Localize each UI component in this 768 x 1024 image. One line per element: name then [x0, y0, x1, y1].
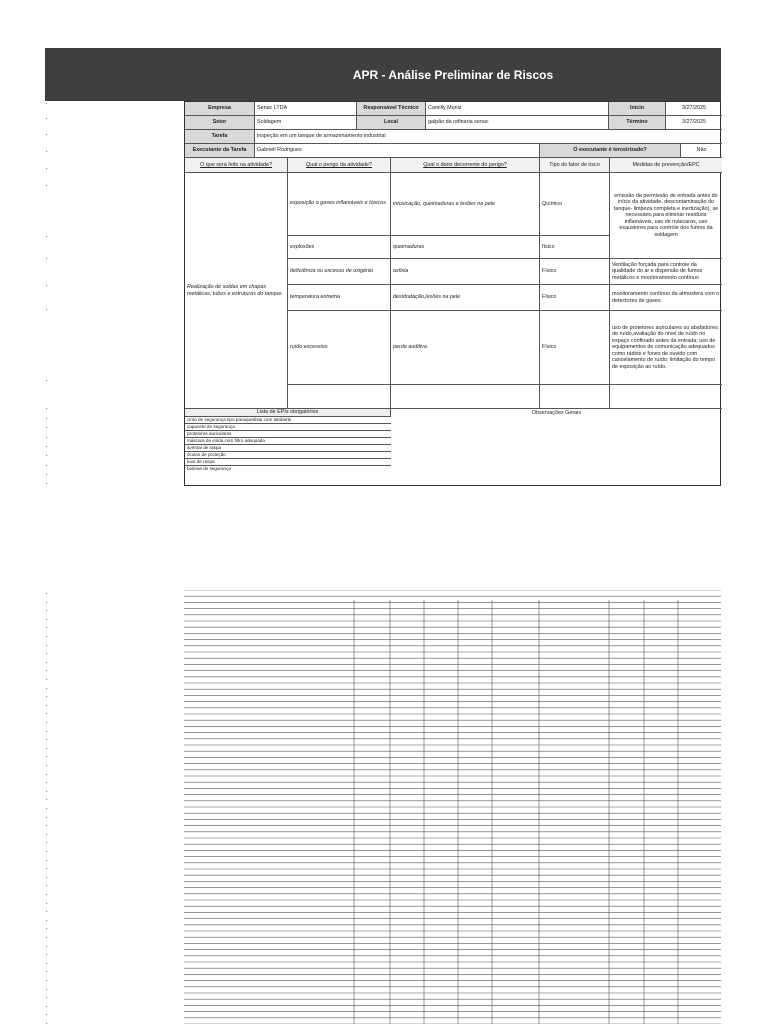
margin-mark [46, 446, 47, 447]
dano-cell: asfixia [391, 259, 540, 285]
responsavel-label: Responsável Técnico [357, 102, 426, 116]
dano-cell: desidratação,lesões na pele [391, 285, 540, 311]
epis-list [185, 417, 391, 486]
tipo-cell: Químico [540, 173, 610, 236]
observacoes-box [391, 409, 722, 486]
margin-mark [46, 954, 47, 955]
tipo-cell: Físico [540, 285, 610, 311]
local-label: Local [357, 116, 426, 130]
epis-header: Lista de EPIs obrigatórios [185, 409, 391, 417]
dano-cell: perda auditiva [391, 311, 540, 385]
margin-mark [46, 418, 47, 419]
empty-ruled-grid [184, 590, 721, 1024]
responsavel-value: Camilly Muniz [426, 102, 609, 116]
margin-mark [46, 168, 47, 169]
empty-cell [288, 385, 391, 409]
margin-mark [46, 799, 47, 800]
terceirizado-label: O executante é terceirizado? [540, 144, 681, 158]
margin-mark [46, 636, 47, 637]
margin-mark [46, 765, 47, 766]
observacoes-label: Observações Gerais [531, 410, 582, 416]
perigo-cell: exposição a gases inflamáveis e tóxicos [288, 173, 391, 236]
margin-mark [46, 851, 47, 852]
margin-mark [46, 1014, 47, 1015]
medidas-cell: Ventilação forçada para controle da qualidade do ar e dispersão de fumos metálicos e monitoramento contínuo [610, 259, 722, 285]
margin-mark [46, 610, 47, 611]
margin-mark [46, 808, 47, 809]
empty-cell [610, 385, 722, 409]
perigo-cell: ruído excessivo [288, 311, 391, 385]
epi-item: botinas de segurança [187, 466, 231, 471]
epi-item: cinto de segurança tipo paraquedista com talabarte [185, 417, 391, 424]
margin-mark [46, 483, 47, 484]
row-margin-marks [46, 0, 50, 1024]
margin-mark [46, 465, 47, 466]
margin-mark [46, 455, 47, 456]
setor-value: Soldagem [255, 116, 357, 130]
margin-mark [46, 980, 47, 981]
margin-mark [46, 894, 47, 895]
margin-mark [46, 885, 47, 886]
margin-mark [46, 825, 47, 826]
col-medidas-header: Medidas de prevenção/EPC [610, 158, 722, 173]
margin-mark [46, 619, 47, 620]
termino-value: 3/27/2025 [666, 116, 722, 130]
margin-mark [46, 185, 47, 186]
margin-mark [46, 971, 47, 972]
margin-mark [46, 705, 47, 706]
epi-item: luva de raspa [185, 459, 391, 466]
tipo-cell: Físico [540, 311, 610, 385]
margin-mark [46, 782, 47, 783]
local-value: galpão da refinaria senac [426, 116, 609, 130]
tipo-cell: físico [540, 236, 610, 259]
margin-mark [46, 408, 47, 409]
margin-mark [46, 653, 47, 654]
margin-mark [46, 309, 47, 310]
margin-mark [46, 920, 47, 921]
medidas-cell: emissão da permissão de entrada antes do início da atividade, descontaminação do tanque- limpeza completa e inertização), se necessário para eliminar resíduos inflamáveis, uso de máscaras, uso exaustores para controle dos fumos da soldagem [610, 173, 722, 259]
empty-cell [391, 385, 540, 409]
dano-cell: intoxicação, queimaduras e lesões na pele [391, 173, 540, 236]
empty-cell [540, 385, 610, 409]
margin-mark [46, 151, 47, 152]
epi-item: capacete de segurança [185, 424, 391, 431]
tipo-cell: Físico [540, 259, 610, 285]
margin-mark [46, 756, 47, 757]
inicio-label: Início [609, 102, 666, 116]
executante-label: Executante da Tarefa [185, 144, 255, 158]
margin-mark [46, 258, 47, 259]
margin-mark [46, 731, 47, 732]
margin-mark [46, 748, 47, 749]
margin-mark [46, 997, 47, 998]
margin-mark [46, 911, 47, 912]
margin-mark [46, 713, 47, 714]
margin-mark [46, 662, 47, 663]
epi-item: avental de raspa [185, 445, 391, 452]
margin-mark [46, 118, 47, 119]
perigo-cell: deficiência ou excesso de oxigênio [288, 259, 391, 285]
empresa-value: Senac LTDA [255, 102, 357, 116]
col-atividade-header: O que será feito na atividade? [185, 158, 288, 173]
epi-item: máscara de solda com filtro adequada [185, 438, 391, 445]
executante-value: Gabriell Rodrigues [255, 144, 540, 158]
dano-cell: queimaduras [391, 236, 540, 259]
margin-mark [46, 989, 47, 990]
margin-mark [46, 868, 47, 869]
margin-mark [46, 937, 47, 938]
margin-mark [46, 842, 47, 843]
margin-mark [46, 645, 47, 646]
margin-mark [46, 739, 47, 740]
page-title: APR - Análise Preliminar de Riscos [352, 67, 554, 82]
margin-mark [46, 1006, 47, 1007]
margin-mark [46, 427, 47, 428]
margin-mark [46, 860, 47, 861]
margin-mark [46, 903, 47, 904]
margin-mark [46, 602, 47, 603]
header-band [45, 48, 721, 101]
empresa-label: Empresa [185, 102, 255, 116]
termino-label: Término [609, 116, 666, 130]
margin-mark [46, 236, 47, 237]
margin-mark [46, 437, 47, 438]
atividade-cell: Realização de soldas em chapas metálicas, tubos e estruturas do tanque. [185, 173, 288, 409]
apr-form [184, 101, 721, 486]
margin-mark [46, 679, 47, 680]
margin-mark [46, 103, 47, 104]
margin-mark [46, 627, 47, 628]
margin-mark [46, 877, 47, 878]
margin-mark [46, 696, 47, 697]
margin-mark [46, 963, 47, 964]
setor-label: Setor [185, 116, 255, 130]
tarefa-value: inspeção em um tanque de armazenamento industrial [255, 130, 722, 144]
margin-mark [46, 670, 47, 671]
margin-mark [46, 285, 47, 286]
margin-mark [46, 722, 47, 723]
margin-mark [46, 946, 47, 947]
margin-mark [46, 817, 47, 818]
col-perigo-header: Qual o perigo da atividade? [288, 158, 391, 173]
col-dano-header: Qual o dano decorrente do perigo? [391, 158, 540, 173]
margin-mark [46, 474, 47, 475]
margin-mark [46, 928, 47, 929]
margin-mark [46, 834, 47, 835]
inicio-value: 3/27/2025 [666, 102, 722, 116]
perigo-cell: temperatura extrema [288, 285, 391, 311]
epi-item: protetores auriculares [185, 431, 391, 438]
margin-mark [46, 791, 47, 792]
perigo-cell: explosões [288, 236, 391, 259]
margin-mark [46, 380, 47, 381]
epi-item: óculos de proteção [185, 452, 391, 459]
medidas-cell: uso de protetores auriculares ou abafadores de ruído,avaliação do nível de ruído no espaço confinado antes da entrada; uso de equipamentos de comunicação adequados como rádios e fones de ouvido com cancelamento de ruído; limitação do tempo de exposição ao ruído. [610, 311, 722, 385]
terceirizado-value: Não [681, 144, 722, 158]
margin-mark [46, 134, 47, 135]
medidas-cell: monitoramento contínuo da atmosfera com o detectores de gases. [610, 285, 722, 311]
margin-mark [46, 774, 47, 775]
col-tipo-header: Tipo do fator de risco [540, 158, 610, 173]
tarefa-label: Tarefa [185, 130, 255, 144]
margin-mark [46, 593, 47, 594]
margin-mark [46, 688, 47, 689]
